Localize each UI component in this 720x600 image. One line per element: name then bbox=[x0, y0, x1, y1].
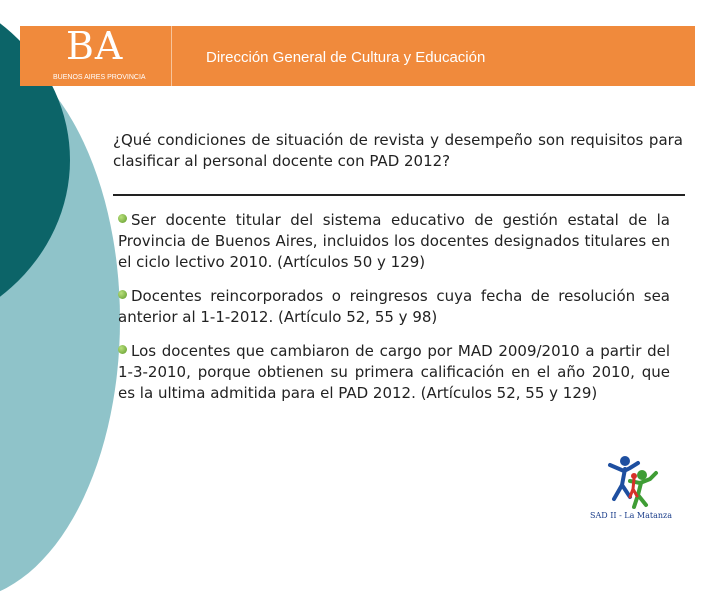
divider-line bbox=[113, 194, 685, 196]
header-divider bbox=[171, 26, 172, 86]
list-item bbox=[118, 341, 670, 404]
list-item bbox=[118, 210, 670, 273]
header-banner bbox=[20, 26, 695, 86]
sad-logo-text: SAD II - La Matanza bbox=[589, 511, 673, 520]
list-item-text: Los docentes que cambiaron de cargo por MAD 2009/2010 a partir del 1-3-2010, porque obtienen su primera calificación en el año 2010, que es la ultima admitida para el PAD 2012. (Artículos 52, 55 y 129) bbox=[118, 342, 670, 402]
sad-logo bbox=[580, 451, 682, 527]
bullet-icon bbox=[118, 345, 127, 354]
bullet-list bbox=[118, 210, 670, 417]
bullet-icon bbox=[118, 290, 127, 299]
ba-logo bbox=[48, 26, 191, 86]
list-item-text: Docentes reincorporados o reingresos cuya fecha de resolución sea anterior al 1-1-2012. (Artículo 52, 55 y 98) bbox=[118, 287, 670, 326]
ba-logo-subtext: BUENOS AIRES PROVINCIA bbox=[53, 74, 146, 81]
question-heading: ¿Qué condiciones de situación de revista y desempeño son requisitos para clasificar al personal docente con PAD 2012? bbox=[113, 131, 683, 170]
list-item-text: Ser docente titular del sistema educativo de gestión estatal de la Provincia de Buenos Aires, incluidos los docentes designados titulares en el ciclo lectivo 2010. (Artículos 50 y 129) bbox=[118, 211, 670, 271]
people-icon bbox=[580, 451, 682, 511]
bullet-icon bbox=[118, 214, 127, 223]
ba-logo-text: BA bbox=[66, 24, 124, 68]
list-item bbox=[118, 286, 670, 328]
header-title: Dirección General de Cultura y Educación bbox=[206, 49, 486, 66]
